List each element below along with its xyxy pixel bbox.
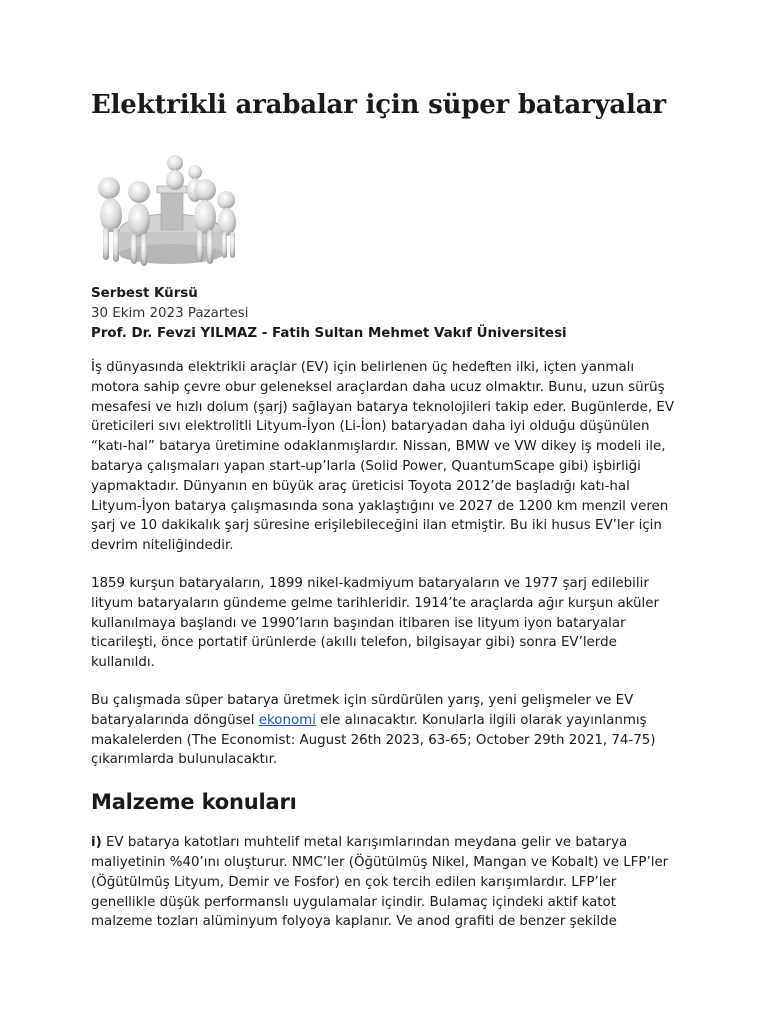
paragraph-3-text-a: Bu çalışmada süper batarya üretmek için sürdürülen yarış, yeni gelişmeler ve EV bataryalarında döngüsel (91, 692, 634, 728)
paragraph-3 (91, 691, 681, 770)
paragraph-1: İş dünyasında elektrikli araçlar (EV) için belirlenen üç hedeften ilki, içten yanmalı motora sahip çevre obur geleneksel araçlardan daha ucuz olmaktır. Bunu, uzun sürüş mesafesi ve hızlı dolum (şarj) sağlayan batarya teknolojileri takip eder. Bugünlerde, EV üreticileri sıvı elektrolitli Lityum-İyon (Li-İon) bataryadan daha iyi olduğu düşünülen “katı-hal” batarya üretimine odaklanmışlardır. Nissan, BMW ve VW dikey iş modeli ile, batarya çalışmaları yapan start-up’larla (Solid Power, QuantumScape gibi) işbirliği yapmaktadır. Dünyanın en büyük araç üreticisi Toyota 2012’de başladığı katı-hal Lityum-İyon batarya çalışmasında sona yaklaştığını ve 2027 de 1200 km menzil veren şarj ve 10 dakikalık şarj süresine erişilebileceğini ilan etmiştir. Bu iki husus EV’ler için devrim niteliğindedir. (91, 360, 674, 554)
paragraph-2: 1859 kurşun bataryaların, 1899 nikel-kadmiyum bataryaların ve 1977 şarj edilebilir lityum bataryaların gündeme gelme tarihleridir. 1914’te araçlarda ağır kurşun aküler kullanılmaya başlandı ve 1990’ların başından itibaren ise lityum iyon bataryalar ticarileşti, önce portatif ürünlerde (akıllı telefon, bilgisayar gibi) sonra EV’lerde kullanıldı. (91, 575, 659, 671)
section-item-1 (91, 833, 681, 932)
section-heading: Malzeme konuları (91, 790, 297, 815)
publish-date: 30 Ekim 2023 Pazartesi (91, 306, 249, 321)
article-meta (91, 284, 681, 344)
item-text: EV batarya katotları muhtelif metal karışımlarından meydana gelir ve batarya maliyetinin %40’ını oluşturur. NMC’ler (Öğütülmüş Nikel, Mangan ve Kobalt) ve LFP’ler (Öğütülmüş Lityum, Demir ve Fosfor) en çok tercih edilen karışımlardır. LFP’ler genellikle düşük performanslı uygulamalar içindir. Bulamaç içindeki aktif katot malzeme tozları alüminyum folyoya kaplanır. Ve anod grafiti de benzer şekilde (91, 835, 669, 930)
author-line: Prof. Dr. Fevzi YILMAZ - Fatih Sultan Mehmet Vakıf Üniversitesi (91, 326, 567, 341)
economy-link[interactable]: ekonomi (258, 712, 316, 728)
item-marker: i) (91, 835, 102, 851)
column-name: Serbest Kürsü (91, 286, 198, 301)
people-around-podium-icon (91, 150, 246, 270)
article-body (91, 358, 681, 950)
article-title: Elektrikli arabalar için süper bataryalar (91, 90, 666, 120)
paragraph-3-text-b: ele alınacaktır. Konularla ilgili olarak yayınlanmış makalelerden (The Economist: August 26th 2023, 63-65; October 29th 2021, 74-75) çıkarımlarda bulunulacaktır. (91, 712, 656, 768)
